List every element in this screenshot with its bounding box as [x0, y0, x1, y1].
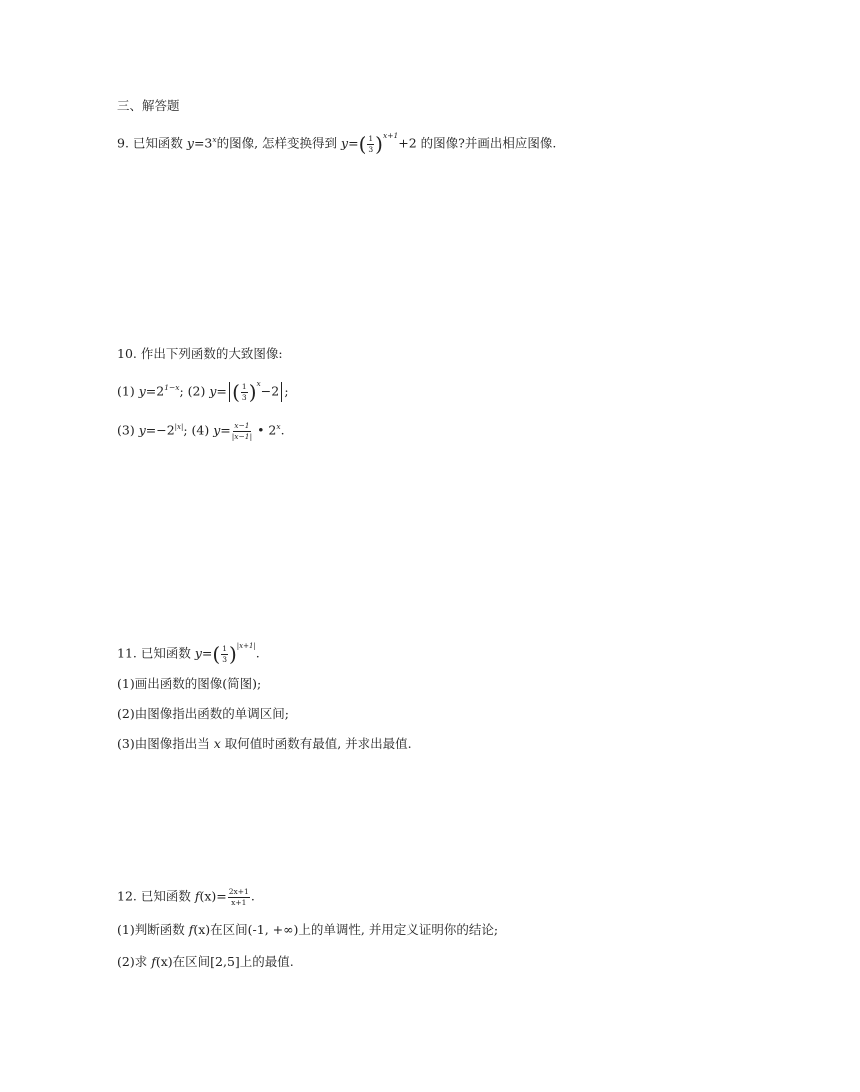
- q10-l1-label: (1): [117, 383, 139, 399]
- q11-s3-suffix: 取何值时函数有最值, 并求出最值.: [220, 736, 412, 751]
- q10-l2-fraction: [232, 422, 252, 440]
- question-12-part2: [117, 956, 294, 969]
- q11-eq: =: [201, 645, 213, 661]
- q9-y1: y: [186, 135, 194, 151]
- q10-frac-num: 1: [241, 382, 247, 391]
- q12-fx: (x): [199, 888, 217, 904]
- q10-lparen: (: [232, 380, 240, 404]
- q12-s1-prefix: (1)判断函数: [117, 922, 189, 937]
- q12-fraction: [228, 888, 250, 906]
- q12-s2-prefix: (2)求: [117, 954, 152, 969]
- question-11-part2: (2)由图像指出函数的单调区间;: [117, 706, 289, 721]
- q12-s2-f: f: [151, 954, 156, 969]
- q12-s1-fx: (x): [193, 922, 211, 937]
- q10-l2-frac-den: |x−1|: [231, 431, 253, 441]
- q12-s2-fx: (x): [155, 954, 173, 969]
- q11-lparen: (: [212, 642, 221, 666]
- q10-l1-eq: =2: [145, 383, 165, 399]
- q10-abs-right: [281, 382, 282, 402]
- q9-fraction: [367, 135, 374, 153]
- q12-s2-suffix: 在区间[2,5]上的最值.: [172, 954, 294, 969]
- q10-frac-den: 3: [241, 392, 247, 402]
- q10-abs-left: [229, 382, 230, 402]
- q12-s1-f: f: [188, 922, 194, 937]
- q10-l1-y2: y: [209, 383, 217, 399]
- q11-s3-x: x: [213, 736, 221, 751]
- q10-l2-label: (3): [117, 422, 139, 438]
- q9-prefix: 9. 已知函数: [117, 135, 187, 151]
- q9-rparen: ): [375, 132, 383, 156]
- q10-l1-end: ;: [284, 383, 289, 399]
- q10-l2-exp: |x|: [174, 422, 184, 431]
- q10-l2-times: • 2: [253, 422, 277, 438]
- q11-s3-prefix: (3)由图像指出当: [117, 736, 214, 751]
- q12-frac-den: x+1: [231, 897, 247, 907]
- question-10-line2: [117, 422, 285, 440]
- q12-s1-suffix: 在区间(-1, +∞)上的单调性, 并用定义证明你的结论;: [210, 922, 499, 937]
- q9-frac-den: 3: [368, 144, 374, 154]
- q10-l2-frac-num: x−1: [234, 421, 250, 430]
- q10-l1-exp: 1−x: [164, 382, 180, 392]
- q9-frac-num: 1: [368, 134, 374, 143]
- question-12-part1: [117, 924, 498, 937]
- q10-l1-eq2: =: [216, 383, 227, 399]
- q10-l1-y: y: [138, 383, 146, 399]
- question-10-line1: [117, 378, 289, 404]
- question-11-part3: [117, 738, 412, 751]
- q10-l1-minus2: −2: [260, 383, 280, 399]
- q9-eq1: =3: [193, 135, 213, 151]
- q10-l2-eq: =−2: [145, 422, 175, 438]
- question-11-part1: (1)画出函数的图像(简图);: [117, 676, 262, 691]
- q12-f: f: [194, 888, 200, 904]
- q10-l2-exp2: x: [276, 421, 281, 431]
- q10-l2-end: .: [280, 422, 285, 438]
- q9-mid: 的图像, 怎样变换得到: [216, 135, 342, 151]
- q11-end: .: [255, 645, 260, 661]
- question-12: [117, 888, 255, 906]
- question-10-title: 10. 作出下列函数的大致图像:: [117, 346, 283, 361]
- q10-rparen: ): [248, 380, 257, 404]
- q10-l2-eq2: =: [220, 422, 231, 438]
- section-title: 三、解答题: [117, 98, 180, 113]
- q10-l2-sep: ; (4): [183, 422, 214, 438]
- q11-rparen: ): [228, 642, 237, 666]
- question-9: [117, 130, 557, 156]
- q12-end: .: [250, 888, 255, 904]
- q12-frac-num: 2x+1: [228, 887, 249, 896]
- q10-l2-y: y: [138, 422, 146, 438]
- q12-eq: =: [216, 888, 227, 904]
- q11-exp: |x+1|: [236, 641, 256, 650]
- q11-y: y: [194, 645, 202, 661]
- q9-exp1: x: [212, 134, 217, 144]
- q10-fraction: [241, 383, 248, 401]
- q11-prefix: 11. 已知函数: [117, 645, 195, 661]
- q12-prefix: 12. 已知函数: [117, 888, 195, 904]
- q9-y2: y: [341, 135, 349, 151]
- q11-frac-den: 3: [222, 654, 227, 664]
- question-11: [117, 641, 260, 666]
- q9-suffix: +2 的图像?并画出相应图像.: [398, 135, 557, 151]
- q9-eq2: =: [348, 135, 359, 151]
- q10-l1-sep: ; (2): [179, 383, 210, 399]
- q9-lparen: (: [358, 132, 367, 156]
- q11-fraction: [221, 645, 228, 663]
- q9-exp2: x+1: [382, 130, 399, 140]
- q10-l2-y2: y: [213, 422, 221, 438]
- q10-l1-exp2: x: [256, 378, 261, 388]
- q11-frac-num: 1: [222, 644, 227, 653]
